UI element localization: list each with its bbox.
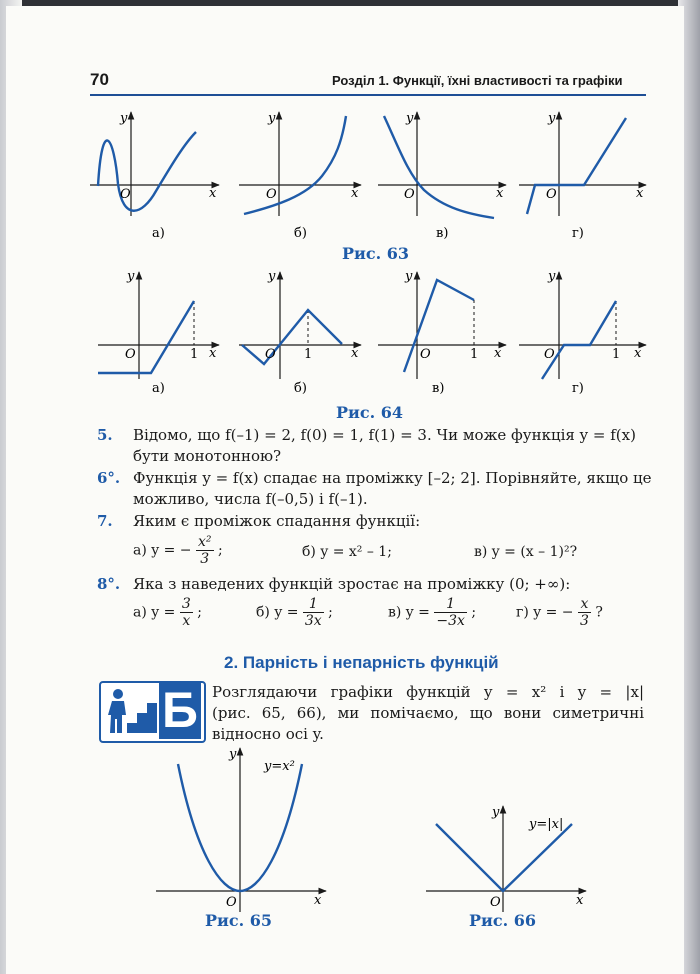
panel-label: в) — [432, 381, 445, 396]
exercise-7-option-c: в) y = (x – 1)²? — [474, 544, 578, 560]
curve — [98, 301, 194, 373]
fraction — [180, 596, 193, 629]
figure-65 — [156, 747, 326, 912]
fraction — [578, 596, 591, 629]
fraction — [434, 596, 467, 629]
curve — [384, 116, 494, 218]
exercise-7-option-a — [133, 534, 223, 567]
figure-64 — [6, 264, 684, 414]
x-label: x — [209, 186, 217, 201]
figure-63 — [6, 96, 684, 266]
y-label: y — [268, 269, 276, 284]
curve — [244, 116, 346, 214]
option-prefix: г) y = − — [516, 604, 574, 621]
panel-label: б) — [294, 381, 307, 396]
function-label: y=|x| — [529, 817, 564, 832]
x-label: x — [496, 186, 504, 201]
one-label: 1 — [470, 347, 479, 362]
exercise-7-text: Яким є проміжок спадання функції: — [133, 512, 421, 530]
one-label: 1 — [612, 347, 621, 362]
x-label: x — [351, 346, 359, 361]
fig64-panel-c — [378, 269, 506, 396]
panel-label: а) — [152, 381, 165, 396]
option-suffix: ; — [197, 604, 202, 621]
exercise-6-number: 6°. — [97, 469, 121, 487]
curve — [98, 132, 196, 211]
y-label: y — [229, 747, 237, 762]
running-title: Розділ 1. Функції, їхні властивості та графіки — [332, 73, 623, 88]
exercise-6-line-2: можливо, числа f(–0,5) і f(–1). — [133, 490, 368, 508]
x-label: x — [636, 186, 644, 201]
option-suffix: ; — [217, 542, 223, 559]
section-title: 2. Парність і непарність функцій — [224, 653, 499, 672]
curve — [242, 310, 342, 364]
exercise-7-option-b: б) y = x² – 1; — [302, 544, 392, 560]
panel-label: б) — [294, 226, 307, 241]
x-label: x — [634, 346, 642, 361]
exercise-8-number: 8°. — [97, 575, 121, 593]
panel-label: в) — [436, 226, 449, 241]
origin-label: O — [544, 347, 555, 362]
denominator: 3x — [304, 613, 322, 629]
y-label: y — [492, 805, 500, 820]
origin-label: O — [120, 187, 131, 202]
numerator: 1 — [303, 596, 324, 613]
one-label: 1 — [304, 347, 313, 362]
fig63-panel-c — [378, 111, 506, 241]
panel-label: г) — [572, 226, 584, 241]
origin-label: O — [226, 895, 237, 910]
section-paragraph — [212, 682, 644, 745]
option-prefix: а) y = − — [133, 542, 192, 559]
y-label: y — [548, 269, 556, 284]
one-label: 1 — [190, 347, 199, 362]
figure-65-caption: Рис. 65 — [205, 911, 273, 930]
x-label: x — [494, 346, 502, 361]
fig64-panel-d — [519, 269, 646, 396]
curve — [527, 118, 626, 214]
figures-65-66 — [6, 744, 684, 924]
origin-label: O — [265, 347, 276, 362]
exercise-8-text: Яка з наведених функцій зростає на проміжку (0; +∞): — [133, 575, 571, 593]
origin-label: O — [404, 187, 415, 202]
origin-label: O — [490, 895, 501, 910]
y-label: y — [120, 111, 128, 126]
panel-label: а) — [152, 226, 165, 241]
numerator: x² — [197, 534, 212, 550]
y-label: y — [405, 269, 413, 284]
fraction — [303, 596, 324, 629]
x-label: x — [209, 346, 217, 361]
figure-64-caption: Рис. 64 — [336, 403, 404, 422]
function-label: y=x² — [264, 759, 295, 774]
exercise-8-option-b — [256, 596, 333, 629]
denominator: x — [182, 613, 191, 629]
page-number: 70 — [90, 70, 109, 89]
y-label: y — [268, 111, 276, 126]
x-label: x — [314, 893, 322, 908]
fig63-panel-a — [90, 111, 219, 241]
fig63-panel-d — [519, 111, 646, 241]
option-prefix: а) y = — [133, 604, 176, 621]
y-label: y — [127, 269, 135, 284]
exercise-8-option-d — [516, 596, 603, 629]
y-label: y — [406, 111, 414, 126]
textbook-page — [6, 6, 684, 974]
curve — [404, 280, 474, 372]
paragraph-line-3: відносно осі y. — [212, 725, 324, 743]
origin-label: O — [546, 187, 557, 202]
option-suffix: ; — [471, 604, 477, 621]
numerator: x — [578, 596, 591, 613]
option-prefix: в) y = — [388, 604, 430, 621]
numerator: 1 — [434, 596, 467, 613]
option-prefix: б) y = — [256, 604, 299, 621]
option-suffix: ; — [328, 604, 333, 621]
y-label: y — [548, 111, 556, 126]
exercise-5-line-2: бути монотонною? — [133, 447, 282, 465]
origin-label: O — [125, 347, 136, 362]
exercise-8-option-c — [388, 596, 476, 629]
origin-label: O — [266, 187, 277, 202]
fig64-panel-a — [98, 269, 219, 396]
fraction — [196, 534, 214, 567]
figure-66 — [426, 805, 586, 912]
curve — [542, 301, 616, 379]
exercise-8-option-a — [133, 596, 202, 629]
fig64-panel-b — [239, 269, 361, 396]
badge-letter: Б — [159, 681, 201, 739]
exercise-5-number: 5. — [97, 426, 113, 444]
denominator: 3 — [579, 613, 589, 629]
student-stairs-icon — [105, 685, 159, 739]
abs-graph — [436, 824, 572, 891]
figure-66-caption: Рис. 66 — [469, 911, 537, 930]
panel-label: г) — [572, 381, 584, 396]
level-badge — [99, 681, 206, 743]
exercise-5-line-1: Відомо, що f(–1) = 2, f(0) = 1, f(1) = 3. Чи може функція y = f(x) — [133, 426, 636, 444]
x-label: x — [351, 186, 359, 201]
origin-label: O — [420, 347, 431, 362]
fig63-panel-b — [239, 111, 361, 241]
numerator: 3 — [181, 596, 191, 612]
exercise-6-line-1: Функція y = f(x) спадає на проміжку [–2; 2]. Порівняйте, якщо це — [133, 469, 652, 487]
x-label: x — [576, 893, 584, 908]
denominator: 3 — [200, 551, 210, 567]
exercise-7-number: 7. — [97, 512, 113, 530]
paragraph-line-2: (рис. 65, 66), ми помічаємо, що вони симетричні — [212, 704, 644, 722]
figure-63-caption: Рис. 63 — [342, 244, 410, 263]
denominator: −3x — [436, 613, 465, 629]
option-suffix: ? — [595, 604, 603, 621]
paragraph-line-1: Розглядаючи графіки функцій y = x² і y = |x| — [212, 683, 644, 701]
